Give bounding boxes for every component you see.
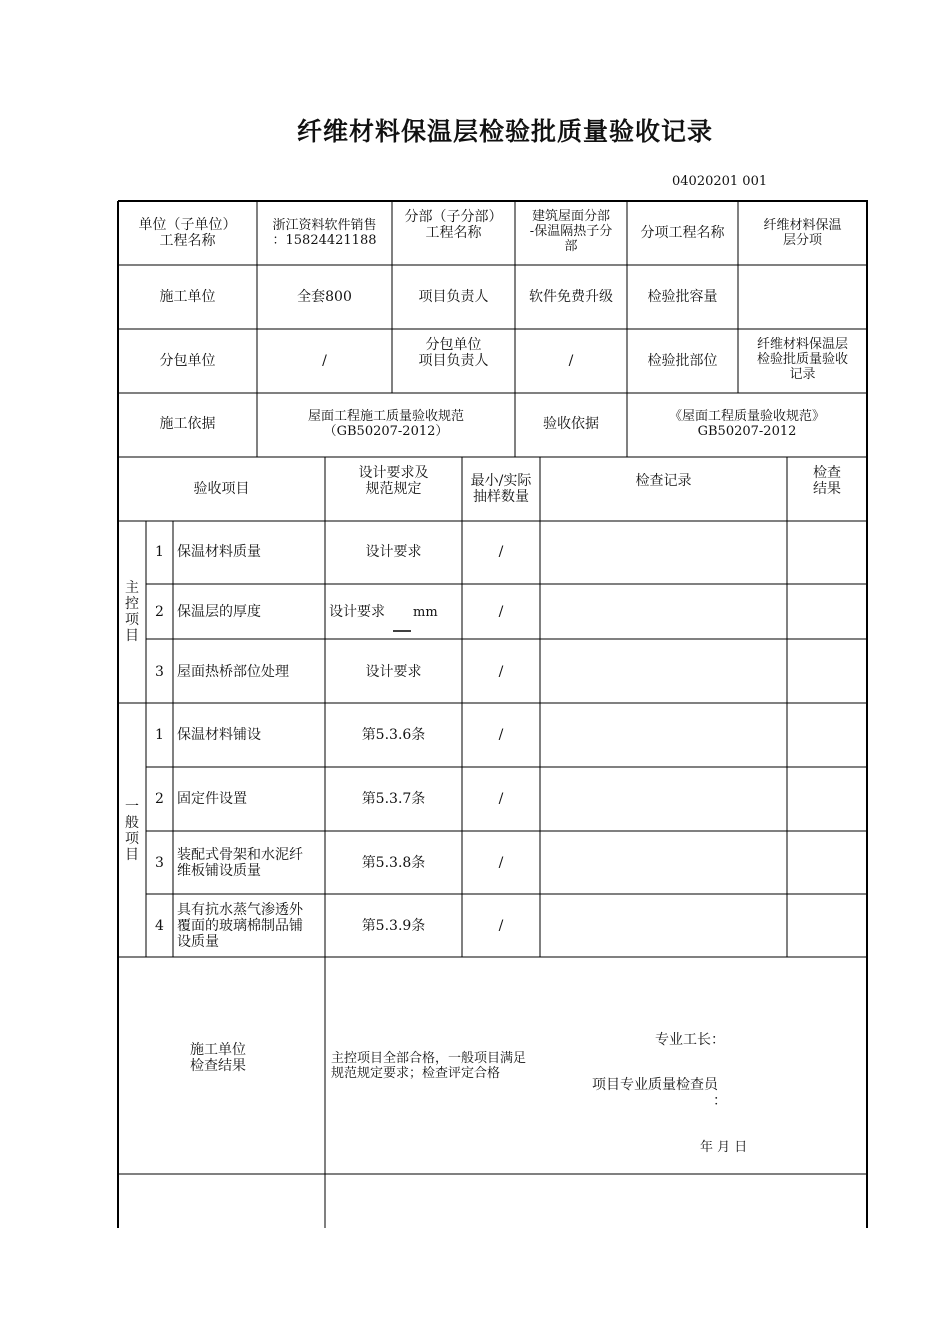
sub-project-manager-value: /	[568, 353, 574, 369]
project-manager-label: 项目负责人	[418, 289, 489, 305]
quality-inspector-colon: ：	[713, 1093, 727, 1109]
batch-location-label: 检验批部位	[647, 353, 718, 369]
batch-capacity-label: 检验批容量	[647, 289, 718, 305]
item-name: 装配式骨架和水泥纤 维板铺设质量	[177, 847, 303, 879]
row-number: 3	[155, 664, 164, 680]
design-requirement: 设计要求	[365, 664, 422, 680]
design-requirement: 第5.3.7条	[361, 791, 426, 807]
main-control-group-label: 主 控 项 目	[125, 580, 139, 644]
item-name: 保温材料质量	[177, 544, 261, 560]
sample-count: /	[498, 604, 504, 620]
item-name: 保温材料铺设	[177, 727, 261, 743]
design-requirement: 第5.3.9条	[361, 918, 426, 934]
construction-basis-value: 屋面工程施工质量验收规范 （GB50207-2012）	[307, 409, 464, 439]
item-name: 具有抗水蒸气渗透外 覆面的玻璃棉制品铺 设质量	[177, 902, 303, 950]
row-number: 1	[155, 727, 164, 743]
foreman-label: 专业工长：	[655, 1032, 725, 1048]
sample-count: /	[498, 727, 504, 743]
design-requirement: 第5.3.6条	[361, 727, 426, 743]
item-name: 保温层的厚度	[177, 604, 261, 620]
sample-count: /	[498, 664, 504, 680]
item-name: 固定件设置	[177, 791, 247, 807]
document-number: 04020201 001	[672, 174, 768, 189]
acceptance-basis-label: 验收依据	[543, 416, 599, 432]
column-header-record: 检查记录	[635, 473, 692, 489]
inspection-result-label: 施工单位 检查结果	[190, 1042, 246, 1074]
thickness-unit: mm	[413, 605, 438, 620]
page-title: 纤维材料保温层检验批质量验收记录	[296, 117, 713, 146]
inspection-conclusion: 主控项目全部合格，一般项目满足 规范规定要求；检查评定合格	[331, 1051, 527, 1081]
quality-inspector-label: 项目专业质量检查员	[592, 1077, 718, 1093]
unit-name-value: 浙江资料软件销售 ：15824421188	[272, 218, 377, 248]
row-number: 4	[155, 918, 164, 934]
subitem-name-value: 纤维材料保温 层分项	[763, 218, 842, 248]
row-number: 2	[155, 791, 164, 807]
sample-count: /	[498, 791, 504, 807]
project-manager-value: 软件免费升级	[529, 289, 613, 305]
subcontractor-label: 分包单位	[159, 353, 216, 369]
design-requirement: 设计要求	[365, 544, 422, 560]
contractor-value: 全套800	[297, 289, 352, 305]
general-group-label: 一 般 项 目	[125, 799, 139, 863]
column-header-item: 验收项目	[193, 481, 250, 497]
construction-basis-label: 施工依据	[159, 416, 216, 432]
batch-location-value: 纤维材料保温层 检验批质量验收 记录	[756, 337, 848, 382]
design-requirement: 设计要求	[329, 604, 385, 620]
item-name: 屋面热桥部位处理	[177, 664, 289, 680]
sample-count: /	[498, 544, 504, 560]
division-name-value: 建筑屋面分部 -保温隔热子分 部	[529, 209, 613, 254]
subitem-name-label: 分项工程名称	[640, 225, 725, 241]
design-requirement: 第5.3.8条	[361, 855, 426, 871]
row-number: 1	[155, 544, 164, 560]
sub-project-manager-label: 分包单位 项目负责人	[418, 337, 489, 369]
column-header-sample: 最小/实际 抽样数量	[470, 473, 532, 505]
sample-count: /	[498, 855, 504, 871]
acceptance-basis-value: 《屋面工程质量验收规范》 GB50207-2012	[668, 409, 825, 439]
column-header-result: 检查 结果	[813, 465, 841, 497]
row-number: 3	[155, 855, 164, 871]
row-number: 2	[155, 604, 164, 620]
sample-count: /	[498, 918, 504, 934]
inspection-date: 年 月 日	[700, 1140, 748, 1155]
unit-name-label: 单位（子单位） 工程名称	[138, 217, 237, 249]
division-name-label: 分部（子分部） 工程名称	[404, 209, 503, 241]
subcontractor-value: /	[322, 353, 327, 369]
column-header-design: 设计要求及 规范规定	[358, 465, 429, 497]
contractor-label: 施工单位	[159, 289, 216, 305]
